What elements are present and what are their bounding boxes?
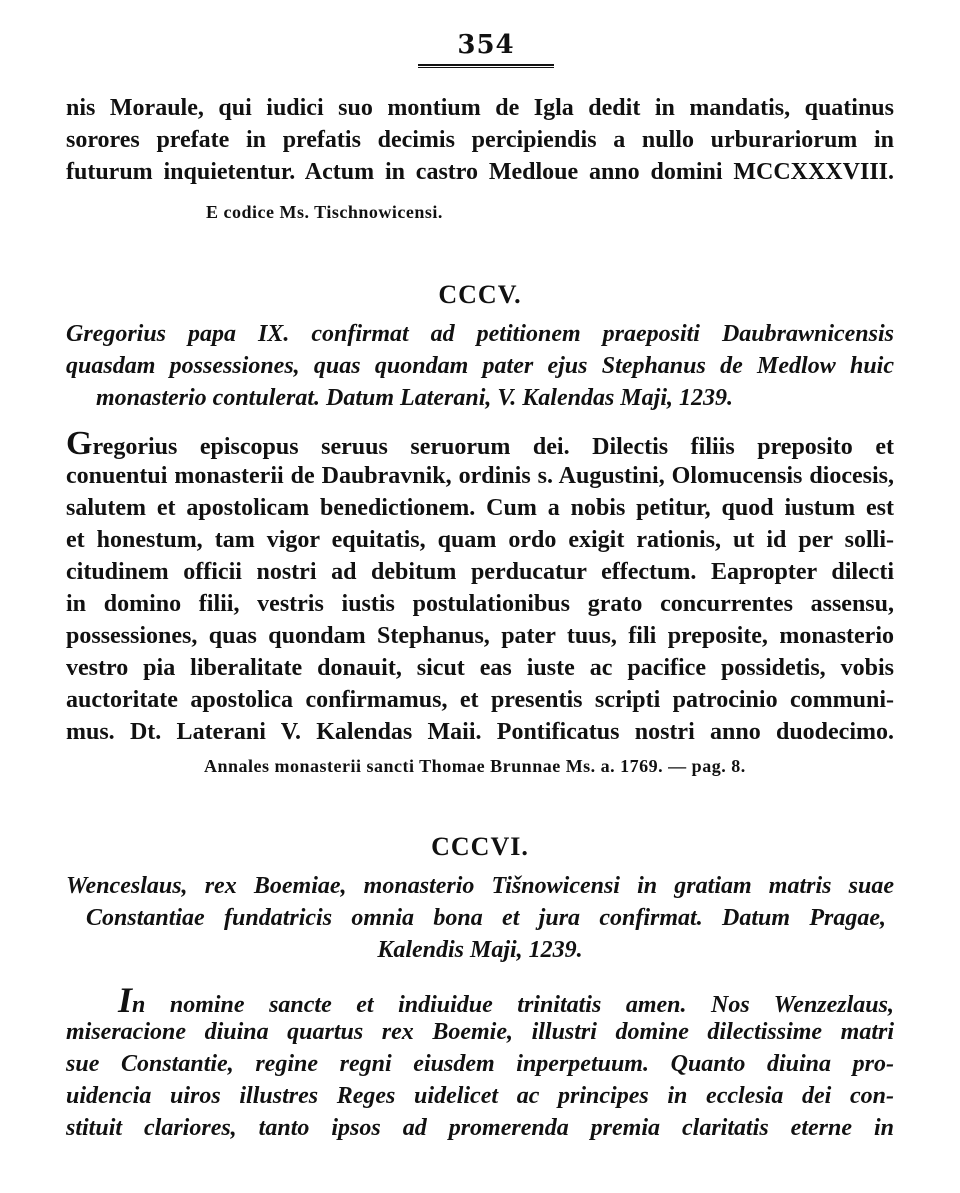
body-text: n nomine sancte et indiuidue trinitatis amen. Nos Wenzezlaus, (132, 992, 894, 1018)
summary-line: Constantiae fundatricis omnia bona et jura confirmat. Datum Pragae, (86, 905, 886, 931)
summary-line: Kalendis Maji, 1239. (377, 937, 583, 963)
body-line: salutem et apostolicam benedictionem. Cum a nobis petitur, quod iustum est (66, 495, 894, 521)
body-line: sue Constantie, regine regni eiusdem inperpetuum. Quanto diuina pro- (66, 1051, 894, 1077)
document-number: CCCV. (438, 280, 522, 309)
continuation-line: nis Moraule, qui iudici suo montium de Igla dedit in mandatis, quatinus (66, 95, 894, 121)
continuation-line: sorores prefate in prefatis decimis percipiendis a nullo urburariorum in (66, 127, 894, 153)
body-line: miseracione diuina quartus rex Boemie, illustri domine dilectissime matri (66, 1019, 894, 1045)
body-line: vestro pia liberalitate donauit, sicut eas iuste ac pacifice possidetis, vobis (66, 655, 894, 681)
summary-line: Gregorius papa IX. confirmat ad petitionem praepositi Daubrawnicensis (66, 321, 894, 347)
body-line: et honestum, tam vigor equitatis, quam ordo exigit rationis, ut id per solli- (66, 527, 894, 553)
summary-line: monasterio contulerat. Datum Laterani, V. Kalendas Maji, 1239. (96, 385, 733, 411)
body-line: auctoritate apostolica confirmamus, et presentis scripti patrocinio communi- (66, 687, 894, 713)
source-note: Annales monasterii sancti Thomae Brunnae Ms. a. 1769. — pag. 8. (204, 756, 746, 776)
body-text: regorius episcopus seruus seruorum dei. Dilectis filiis preposito et (92, 434, 894, 460)
body-line: citudinem officii nostri ad debitum perducatur effectum. Eapropter dilecti (66, 559, 894, 585)
body-line-first (66, 425, 894, 463)
page-number-rule (418, 64, 554, 68)
body-line: possessiones, quas quondam Stephanus, pater tuus, fili preposite, monasterio (66, 623, 894, 649)
body-line: mus. Dt. Laterani V. Kalendas Maii. Pontificatus nostri anno duodecimo. (66, 719, 894, 745)
drop-capital: G (66, 425, 93, 462)
summary-line: quasdam possessiones, quas quondam pater ejus Stephanus de Medlow huic (66, 353, 894, 379)
document-number: CCCVI. (431, 832, 529, 861)
body-line: in domino filii, vestris iustis postulationibus grato concurrentes assensu, (66, 591, 894, 617)
body-line: uidencia uiros illustres Reges uidelicet ac principes in ecclesia dei con- (66, 1083, 894, 1109)
body-line: stituit clariores, tanto ipsos ad promerenda premia claritatis eterne in (66, 1115, 894, 1141)
page-number: 354 (457, 30, 515, 60)
continuation-line: futurum inquietentur. Actum in castro Medloue anno domini MCCXXXVIII. (66, 159, 894, 185)
source-note: E codice Ms. Tischnowicensi. (206, 202, 443, 222)
summary-line: Wenceslaus, rex Boemiae, monasterio Tišnowicensi in gratiam matris suae (66, 873, 894, 899)
body-line: conuentui monasterii de Daubravnik, ordinis s. Augustini, Olomucensis diocesis, (66, 463, 894, 489)
drop-capital: I (118, 980, 133, 1020)
